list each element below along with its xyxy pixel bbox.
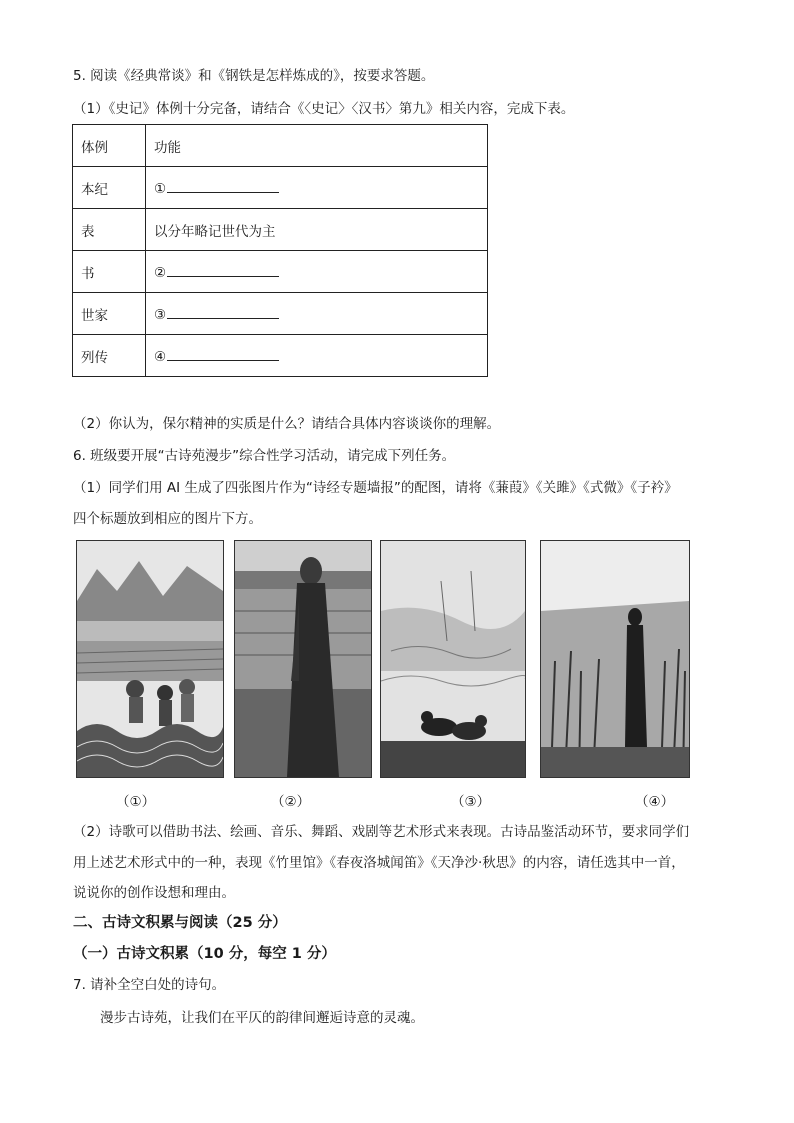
table-cell-type: 列传: [73, 335, 146, 377]
table-cell-func: [146, 293, 488, 335]
table-cell-func: [146, 167, 488, 209]
answer-number: ③: [154, 307, 167, 323]
answer-number: ①: [154, 181, 167, 197]
poem-image-3: [380, 540, 526, 778]
answer-blank[interactable]: [167, 304, 279, 319]
table-cell-func: 以分年略记世代为主: [146, 209, 488, 251]
section2-part1-title: （一）古诗文积累（10 分，每空 1 分）: [73, 946, 336, 962]
table-header-cell: 功能: [146, 125, 488, 167]
table-row: [73, 251, 488, 293]
answer-blank[interactable]: [167, 262, 279, 277]
q6-sub2-line3: 说说你的创作设想和理由。: [73, 885, 235, 901]
poem-image-4: [540, 540, 690, 778]
image-caption-1: （①）: [116, 794, 156, 810]
table-header-cell: 体例: [73, 125, 146, 167]
poem-image-2: [234, 540, 372, 778]
poem-image-1: [76, 540, 224, 778]
q7-title: 7. 请补全空白处的诗句。: [73, 977, 226, 993]
table-row: [73, 167, 488, 209]
shiji-table: [72, 124, 488, 377]
section2-title: 二、古诗文积累与阅读（25 分）: [73, 915, 287, 931]
table-cell-type: 本纪: [73, 167, 146, 209]
q5-sub1: （1）《史记》体例十分完备，请结合《〈史记〉〈汉书〉第九》相关内容，完成下表。: [73, 101, 575, 117]
answer-number: ④: [154, 349, 167, 365]
table-cell-type: 表: [73, 209, 146, 251]
q6-sub2-line2: 用上述艺术形式中的一种，表现《竹里馆》《春夜洛城闻笛》《天净沙·秋思》的内容，请任选其中一首，: [73, 855, 685, 871]
answer-blank[interactable]: [167, 346, 279, 361]
table-header-row: [73, 125, 488, 167]
q7-intro: 漫步古诗苑，让我们在平仄的韵律间邂逅诗意的灵魂。: [100, 1010, 424, 1026]
q6-sub2-line1: （2）诗歌可以借助书法、绘画、音乐、舞蹈、戏剧等艺术形式来表现。古诗品鉴活动环节，要求同学们: [73, 824, 690, 840]
q6-sub1-line2: 四个标题放到相应的图片下方。: [73, 511, 262, 527]
q6-title: 6. 班级要开展“古诗苑漫步”综合性学习活动，请完成下列任务。: [73, 448, 456, 464]
table-cell-func: [146, 251, 488, 293]
image-caption-2: （②）: [271, 794, 311, 810]
table-cell-func: [146, 335, 488, 377]
answer-number: ②: [154, 265, 167, 281]
q6-sub1-line1: （1）同学们用 AI 生成了四张图片作为“诗经专题墙报”的配图，请将《蒹葭》《关雎》《式微》《子衿》: [73, 480, 678, 496]
q5-title: 5. 阅读《经典常谈》和《钢铁是怎样炼成的》，按要求答题。: [73, 68, 435, 84]
image-caption-3: （③）: [451, 794, 491, 810]
image-caption-4: （④）: [635, 794, 675, 810]
q5-sub2: （2）你认为，保尔精神的实质是什么？请结合具体内容谈谈你的理解。: [73, 416, 501, 432]
table-cell-type: 书: [73, 251, 146, 293]
table-row: [73, 335, 488, 377]
table-row: [73, 209, 488, 251]
table-cell-type: 世家: [73, 293, 146, 335]
answer-blank[interactable]: [167, 178, 279, 193]
table-row: [73, 293, 488, 335]
